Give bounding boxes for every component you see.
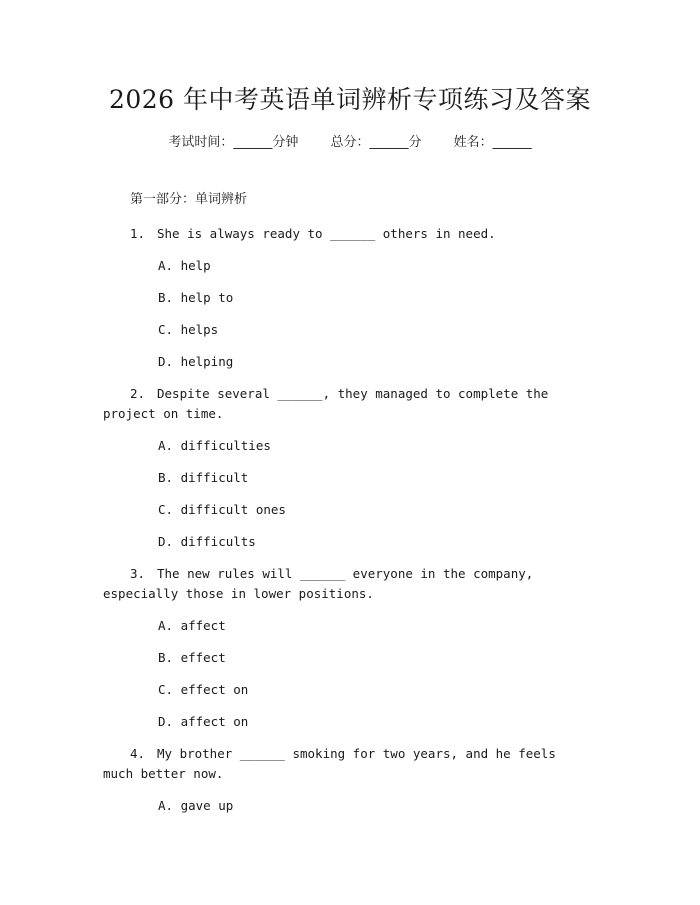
section-title: 第一部分：单词辨析 — [130, 192, 248, 207]
option-c: C. helps — [158, 322, 219, 337]
option-b: B. help to — [158, 290, 234, 305]
option-a: A. affect — [158, 618, 226, 633]
option-a: A. help — [158, 258, 211, 273]
option-b: B. effect — [158, 650, 226, 665]
option-d: D. difficults — [158, 534, 256, 549]
question-number: 3. — [130, 566, 146, 581]
option-c: C. effect on — [158, 682, 249, 697]
question-text — [103, 224, 593, 244]
question-block — [103, 564, 593, 732]
score-label: 总分：______分 — [330, 135, 422, 150]
question-number: 4. — [130, 746, 146, 761]
question-block — [103, 224, 593, 372]
question-block — [103, 384, 593, 552]
question-body: The new rules will ______ everyone in the company, especially those in lower positions. — [103, 566, 534, 601]
question-text — [103, 384, 593, 424]
question-number: 1. — [130, 226, 146, 241]
option-d: D. helping — [158, 354, 234, 369]
time-label: 考试时间：______分钟 — [168, 135, 299, 150]
question-block — [103, 744, 593, 816]
question-number: 2. — [130, 386, 146, 401]
question-body: My brother ______ smoking for two years, and he feels much better now. — [103, 746, 556, 781]
question-text — [103, 744, 593, 784]
question-text — [103, 564, 593, 604]
option-a: A. difficulties — [158, 438, 271, 453]
page-title: 2026 年中考英语单词辨析专项练习及答案 — [108, 85, 592, 114]
option-a: A. gave up — [158, 798, 234, 813]
exam-meta — [0, 131, 700, 150]
option-b: B. difficult — [158, 470, 249, 485]
name-label: 姓名：______ — [453, 135, 532, 150]
option-c: C. difficult ones — [158, 502, 286, 517]
option-d: D. affect on — [158, 714, 249, 729]
exam-content — [103, 190, 593, 828]
question-body: She is always ready to ______ others in need. — [157, 226, 496, 241]
question-body: Despite several ______, they managed to complete the project on time. — [103, 386, 549, 421]
